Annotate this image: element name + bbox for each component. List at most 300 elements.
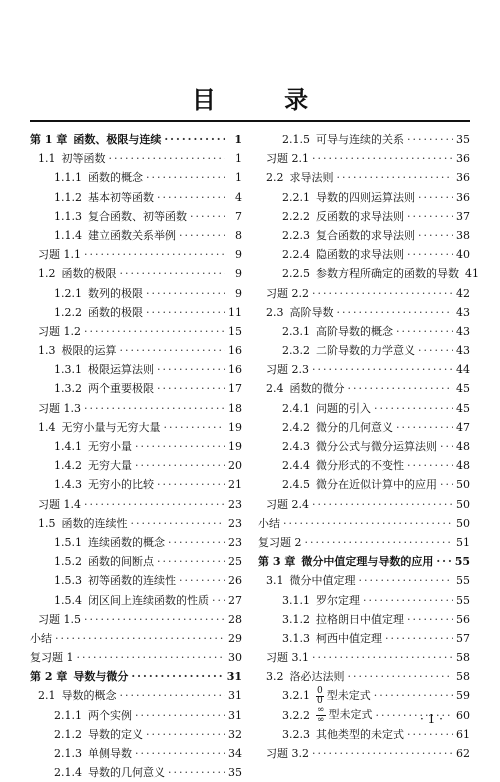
toc-entry — [30, 456, 242, 475]
leader-dots — [135, 706, 225, 725]
toc-entry-title: 小结 — [258, 516, 280, 530]
leader-dots — [146, 725, 225, 744]
toc-entry-title: 微分公式与微分运算法则 — [316, 440, 437, 453]
toc-entry-number: 1.4.1 — [54, 440, 82, 453]
toc-entry — [30, 475, 242, 494]
leader-dots — [157, 475, 225, 494]
toc-entry-title: 求导法则 — [289, 171, 334, 185]
toc-entry — [30, 533, 242, 552]
toc-entry-page: 18 — [228, 401, 242, 415]
leader-dots — [77, 648, 226, 667]
toc-entry — [30, 571, 242, 590]
toc-entry — [258, 533, 470, 552]
toc-entry-title: 函数的极限 — [88, 305, 143, 319]
leader-dots — [120, 686, 226, 705]
toc-entry-title: 复合函数、初等函数 — [88, 209, 187, 223]
page-title: 目 录 — [191, 85, 339, 114]
toc-entry-page: 11 — [228, 305, 242, 319]
toc-entry-number: 1.4.3 — [54, 478, 82, 492]
toc-entry-page: 55 — [454, 555, 470, 569]
toc-entry — [30, 130, 242, 149]
leader-dots — [109, 149, 226, 168]
leader-dots — [396, 322, 453, 341]
toc-entry-title: 其他类型的未定式 — [316, 727, 404, 741]
toc-entry-number: 第 3 章 — [258, 555, 296, 569]
toc-entry-number: 2.1.5 — [282, 133, 310, 146]
leader-dots — [84, 245, 225, 264]
leader-dots — [418, 341, 453, 360]
toc-entry-title: 洛必达法则 — [289, 670, 345, 684]
toc-entry — [30, 341, 242, 360]
toc-entry-title: 习题 2.3 — [266, 363, 309, 377]
toc-entry-number: 1.2 — [38, 267, 56, 281]
toc-entry-title: 罗尔定理 — [316, 593, 360, 607]
toc-entry-title — [316, 686, 371, 706]
leader-dots — [407, 610, 453, 629]
toc-entry — [30, 514, 242, 533]
toc-entry — [258, 437, 470, 456]
toc-entry — [258, 264, 479, 283]
toc-entry-title: 数列的极限 — [88, 286, 143, 300]
toc-entry-title: 微分在近似计算中的应用 — [316, 478, 437, 492]
toc-entry-title: 导数的定义 — [88, 727, 143, 741]
leader-dots — [348, 667, 454, 686]
toc-entry-page: 15 — [228, 324, 242, 338]
leader-dots — [374, 686, 453, 705]
leader-dots — [157, 188, 225, 207]
toc-entry-page: 45 — [456, 382, 470, 396]
toc-entry-number: 2.4 — [266, 382, 284, 396]
toc-entry — [30, 379, 242, 398]
fraction-denominator: ∞ — [317, 714, 325, 725]
toc-entry-number: 1.1.1 — [54, 171, 82, 185]
toc-entry-page: 26 — [228, 574, 242, 588]
toc-entry-page: 1 — [235, 171, 242, 185]
toc-entry-title: 初等函数 — [61, 152, 106, 166]
toc-entry-page: 19 — [228, 420, 242, 434]
leader-dots — [359, 571, 454, 590]
toc-entry-title: 习题 1.2 — [38, 324, 81, 338]
leader-dots — [135, 744, 225, 763]
toc-entry-title: 微分的几何意义 — [316, 420, 393, 434]
toc-entry-page: 43 — [456, 305, 470, 319]
toc-entry-page: 1 — [234, 133, 242, 146]
toc-entry-page: 44 — [456, 363, 470, 377]
toc-entry — [258, 610, 470, 629]
toc-entry-title: 两个实例 — [88, 708, 132, 722]
toc-entry-title: 参数方程所确定的函数的导数 — [316, 267, 459, 281]
toc-entry-title: 无穷大量 — [88, 459, 132, 473]
toc-entry — [258, 284, 470, 303]
leader-dots — [312, 744, 453, 763]
toc-entry-title: 可导与连续的关系 — [316, 133, 404, 146]
page-number: · 1 · — [420, 712, 443, 726]
toc-entry-page: 36 — [456, 171, 470, 185]
toc-entry — [258, 130, 470, 149]
toc-entry-number: 1.5.2 — [54, 555, 82, 569]
toc-entry-title: 无穷小量 — [88, 440, 132, 453]
leader-dots — [436, 552, 451, 571]
toc-entry-page: 61 — [456, 727, 470, 741]
toc-entry-title: 习题 2.4 — [266, 497, 309, 511]
leader-dots — [374, 399, 453, 418]
toc-entry-title: 闭区间上连续函数的性质 — [88, 593, 209, 607]
toc-entry-number: 1.1.4 — [54, 228, 82, 242]
toc-entry-title: 极限的运算 — [61, 344, 117, 358]
toc-entry — [30, 725, 242, 744]
toc-entry-page: 9 — [235, 286, 242, 300]
toc-entry-page: 48 — [456, 440, 470, 453]
leader-dots — [440, 475, 453, 494]
toc-entry-title: 函数的间断点 — [88, 555, 154, 569]
leader-dots — [385, 629, 453, 648]
toc-entry-number: 1.5.4 — [54, 593, 82, 607]
toc-entry-number: 2.2.3 — [282, 228, 310, 242]
toc-entry-number: 1.5.3 — [54, 574, 82, 588]
leader-dots — [407, 456, 453, 475]
toc-entry-page: 42 — [456, 286, 470, 300]
toc-entry-page: 16 — [228, 344, 242, 358]
fraction — [316, 706, 326, 725]
toc-entry-title: 复合函数的求导法则 — [316, 228, 415, 242]
toc-entry-page: 19 — [228, 440, 242, 453]
toc-entry-title: 初等函数的连续性 — [88, 574, 176, 588]
toc-entry-page: 40 — [456, 248, 470, 262]
toc-entry-page: 27 — [228, 593, 242, 607]
toc-column-right — [258, 130, 479, 763]
toc-entry-page: 57 — [456, 631, 470, 645]
leader-dots — [212, 591, 225, 610]
toc-entry — [30, 763, 242, 782]
toc-entry-number: 2.2 — [266, 171, 284, 185]
toc-entry-number: 第 1 章 — [30, 133, 68, 146]
toc-entry-number: 1.2.1 — [54, 286, 82, 300]
toc-entry-page: 51 — [456, 535, 470, 549]
leader-dots — [157, 360, 225, 379]
toc-entry-page: 30 — [228, 651, 242, 665]
toc-entry-page: 9 — [235, 248, 242, 262]
fraction-denominator: 0 — [317, 695, 323, 706]
toc-entry — [258, 226, 470, 245]
leader-dots — [157, 379, 225, 398]
toc-entry-number: 2.2.5 — [282, 267, 310, 281]
toc-entry-page: 59 — [456, 689, 470, 703]
toc-entry — [258, 667, 470, 686]
toc-entry-title: 微分中值定理与导数的应用 — [301, 555, 434, 569]
leader-dots — [164, 418, 226, 437]
toc-entry-title: 建立函数关系举例 — [88, 228, 176, 242]
toc-entry-page: 48 — [456, 459, 470, 473]
toc-entry-page: 50 — [456, 516, 470, 530]
toc-entry-number: 1.4.2 — [54, 459, 82, 473]
toc-entry-title: 导数的四则运算法则 — [316, 190, 415, 204]
toc-entry-title: 习题 2.1 — [266, 152, 309, 166]
toc-entry-title: 高阶导数的概念 — [316, 324, 393, 338]
fraction — [316, 687, 324, 706]
toc-entry-title: 问题的引入 — [316, 401, 371, 415]
toc-entry-number: 2.1.4 — [54, 766, 82, 780]
toc-entry-title: 高阶导数 — [289, 305, 334, 319]
toc-entry-number: 2.2.1 — [282, 190, 310, 204]
leader-dots — [168, 533, 225, 552]
toc-entry-title: 连续函数的概念 — [88, 535, 165, 549]
toc-entry — [30, 591, 242, 610]
toc-entry-title: 函数的概念 — [88, 171, 143, 185]
toc-entry — [258, 322, 470, 341]
toc-entry — [258, 514, 470, 533]
leader-dots — [407, 245, 453, 264]
leader-dots — [146, 168, 225, 187]
toc-entry-page: 45 — [456, 401, 470, 415]
toc-entry — [258, 552, 470, 571]
toc-entry-number: 第 2 章 — [30, 670, 68, 684]
toc-entry-title — [316, 705, 373, 725]
toc-entry-number: 2.4.5 — [282, 478, 310, 492]
fraction-numerator: 0 — [317, 685, 323, 696]
toc-entry — [30, 399, 242, 418]
toc-entry — [258, 303, 470, 322]
toc-entry-title: 导数的概念 — [61, 689, 117, 703]
leader-dots — [135, 456, 225, 475]
toc-entry — [30, 552, 242, 571]
toc-entry-title: 二阶导数的力学意义 — [316, 344, 415, 358]
toc-entry-page: 29 — [228, 631, 242, 645]
toc-entry — [30, 629, 242, 648]
toc-entry-page: 4 — [235, 190, 242, 204]
toc-entry-number: 1.5.1 — [54, 535, 82, 549]
leader-dots — [312, 648, 453, 667]
leader-dots — [120, 264, 226, 283]
leader-dots — [84, 495, 225, 514]
leader-dots — [146, 284, 225, 303]
toc-entry-page: 43 — [456, 344, 470, 358]
toc-entry — [30, 437, 242, 456]
toc-entry-title: 基本初等函数 — [88, 190, 154, 204]
leader-dots — [418, 226, 453, 245]
toc-entry-number: 3.1.1 — [282, 593, 310, 607]
toc-entry-page: 32 — [228, 727, 242, 741]
toc-entry-page: 35 — [228, 766, 242, 780]
toc-entry-number: 1.1 — [38, 152, 56, 166]
leader-dots — [440, 437, 453, 456]
toc-entry — [30, 322, 242, 341]
toc-entry-page: 23 — [228, 535, 242, 549]
toc-entry-title: 导数与微分 — [73, 670, 129, 684]
toc-entry-title: 微分形式的不变性 — [316, 459, 404, 473]
toc-entry-title: 习题 1.4 — [38, 497, 81, 511]
toc-entry-page: 25 — [228, 555, 242, 569]
toc-entry — [258, 744, 470, 763]
toc-entry-page: 60 — [456, 708, 470, 722]
toc-entry — [258, 341, 470, 360]
toc-entry-page: 28 — [228, 612, 242, 626]
toc-entry-page: 37 — [456, 209, 470, 223]
toc-entry — [258, 629, 470, 648]
toc-entry-number: 2.4.3 — [282, 440, 310, 453]
toc-entry-number: 3.2.3 — [282, 727, 310, 741]
toc-entry-page: 43 — [456, 324, 470, 338]
toc-entry-page: 35 — [456, 133, 470, 146]
leader-dots — [84, 322, 225, 341]
toc-entry-page: 50 — [456, 497, 470, 511]
toc-entry — [258, 149, 470, 168]
toc-entry-page: 8 — [235, 228, 242, 242]
toc-entry — [258, 207, 470, 226]
toc-entry-title: 习题 3.1 — [266, 651, 309, 665]
toc-entry-title: 反函数的求导法则 — [316, 209, 404, 223]
toc-entry-title: 复习题 2 — [258, 535, 302, 549]
toc-entry-title: 习题 3.2 — [266, 747, 309, 760]
toc-entry-title: 无穷小量与无穷大量 — [61, 420, 161, 434]
toc-entry-title: 函数的连续性 — [61, 516, 128, 530]
toc-entry-number: 3.1.2 — [282, 612, 310, 626]
leader-dots — [418, 188, 453, 207]
leader-dots — [283, 514, 453, 533]
leader-dots — [55, 629, 225, 648]
leader-dots — [407, 207, 453, 226]
leader-dots — [312, 360, 453, 379]
toc-entry — [30, 168, 242, 187]
toc-entry-number: 3.2.1 — [282, 689, 310, 703]
toc-entry-number: 2.3 — [266, 305, 284, 319]
toc-entry — [30, 303, 242, 322]
toc-entry-number: 1.2.2 — [54, 305, 82, 319]
toc-entry-number: 1.3 — [38, 344, 56, 358]
toc-entry-page: 1 — [235, 152, 242, 166]
toc-entry-title: 极限运算法则 — [88, 363, 154, 377]
toc-entry-number: 2.1 — [38, 689, 56, 703]
toc-entry-number: 2.2.2 — [282, 209, 310, 223]
toc-entry-title: 无穷小的比较 — [88, 478, 154, 492]
toc-entry-number: 1.1.2 — [54, 190, 82, 204]
toc-entry-page: 62 — [456, 747, 470, 760]
toc-column-left — [30, 130, 242, 782]
leader-dots — [312, 149, 453, 168]
toc-entry-title: 两个重要极限 — [88, 382, 154, 396]
toc-entry — [30, 207, 242, 226]
leader-dots — [131, 667, 223, 686]
toc-entry — [30, 149, 242, 168]
toc-entry — [30, 648, 242, 667]
toc-entry — [30, 706, 242, 725]
toc-entry-page: 31 — [228, 708, 242, 722]
toc-entry-title: 函数、极限与连续 — [73, 133, 162, 146]
toc-entry — [30, 667, 242, 686]
title-rule — [30, 120, 470, 122]
leader-dots — [131, 514, 226, 533]
leader-dots — [179, 571, 225, 590]
leader-dots — [84, 399, 225, 418]
toc-entry-page: 47 — [456, 420, 470, 434]
toc-entry-number: 2.4.4 — [282, 459, 310, 473]
toc-entry-page: 36 — [456, 152, 470, 166]
toc-entry-page: 23 — [228, 497, 242, 511]
toc-entry-title: 小结 — [30, 631, 52, 645]
leader-dots — [348, 379, 454, 398]
toc-entry-page: 21 — [228, 478, 242, 492]
toc-entry — [258, 245, 470, 264]
toc-entry-page: 41 — [465, 267, 479, 281]
toc-entry — [30, 264, 242, 283]
toc-entry-page: 34 — [228, 747, 242, 760]
toc-entry-title: 隐函数的求导法则 — [316, 248, 404, 262]
toc-entry-page: 56 — [456, 612, 470, 626]
toc-entry-page: 7 — [235, 209, 242, 223]
toc-entry-title: 习题 1.1 — [38, 248, 81, 262]
toc-entry — [258, 399, 470, 418]
toc-entry-page: 36 — [456, 190, 470, 204]
toc-entry — [30, 495, 242, 514]
toc-entry-page: 17 — [228, 382, 242, 396]
toc-entry-title: 柯西中值定理 — [316, 631, 382, 645]
toc-entry-number: 3.2.2 — [282, 708, 310, 722]
toc-entry — [30, 360, 242, 379]
leader-dots — [168, 763, 225, 782]
toc-entry — [30, 226, 242, 245]
toc-entry-number: 2.4.2 — [282, 420, 310, 434]
toc-entry — [258, 475, 470, 494]
toc-entry — [30, 284, 242, 303]
toc-entry-page: 55 — [456, 593, 470, 607]
toc-entry-title: 导数的几何意义 — [88, 766, 165, 780]
toc-entry-title: 函数的极限 — [61, 267, 117, 281]
toc-entry-title-text: 型未定式 — [328, 708, 373, 722]
toc-entry-page: 9 — [235, 267, 242, 281]
toc-entry — [258, 379, 470, 398]
toc-entry-number: 2.3.2 — [282, 344, 310, 358]
toc-entry — [258, 360, 470, 379]
toc-entry-number: 3.2 — [266, 670, 284, 684]
toc-entry — [258, 456, 470, 475]
toc-entry-page: 31 — [226, 670, 242, 684]
toc-entry-page: 58 — [456, 651, 470, 665]
toc-entry-page: 38 — [456, 228, 470, 242]
toc-entry-number: 1.3.1 — [54, 363, 82, 377]
leader-dots — [84, 610, 225, 629]
toc-entry-page: 50 — [456, 478, 470, 492]
leader-dots — [337, 168, 454, 187]
toc-entry-title-text: 型未定式 — [326, 689, 371, 703]
leader-dots — [407, 130, 453, 149]
toc-entry-title: 微分中值定理 — [289, 574, 356, 588]
toc-entry — [30, 188, 242, 207]
leader-dots — [164, 130, 225, 149]
toc-entry-title: 复习题 1 — [30, 651, 74, 665]
toc-entry — [258, 571, 470, 590]
toc-entry — [30, 744, 242, 763]
toc-entry — [30, 245, 242, 264]
toc-entry — [258, 686, 470, 705]
leader-dots — [407, 725, 453, 744]
toc-entry-page: 16 — [228, 363, 242, 377]
leader-dots — [146, 303, 225, 322]
toc-entry-number: 2.1.2 — [54, 727, 82, 741]
leader-dots — [157, 552, 225, 571]
leader-dots — [190, 207, 225, 226]
toc-entry-page: 58 — [456, 670, 470, 684]
toc-entry-page: 31 — [228, 689, 242, 703]
toc-entry-number: 2.3.1 — [282, 324, 310, 338]
toc-entry — [30, 686, 242, 705]
toc-entry — [258, 418, 470, 437]
toc-entry-number: 2.4.1 — [282, 401, 310, 415]
toc-entry-number: 1.3.2 — [54, 382, 82, 396]
leader-dots — [396, 418, 453, 437]
toc-entry-number: 2.1.1 — [54, 708, 82, 722]
leader-dots — [179, 226, 225, 245]
leader-dots — [363, 591, 453, 610]
leader-dots — [312, 495, 453, 514]
